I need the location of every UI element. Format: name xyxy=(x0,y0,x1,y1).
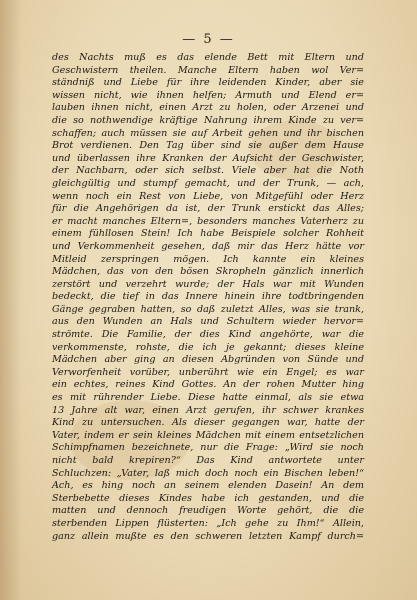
text-line: ein echtes, reines Kind Gottes. An der rohen Mutter hing xyxy=(52,379,364,391)
text-line: Mädchen, das von den bösen Skropheln gänzlich innerlich xyxy=(52,266,364,278)
text-line: Ach, es hing noch an seinem elenden Dasein! An dem xyxy=(52,480,364,492)
text-line: er macht manches Eltern=, besonders manches Vaterherz zu xyxy=(52,215,364,227)
text-line: und Verkommenheit gesehen, daß mir das Herz hätte vor xyxy=(52,240,364,252)
text-line: lauben ihnen nicht, einen Arzt zu holen, oder Arzenei und xyxy=(52,102,364,114)
text-line: ständniß und Liebe für ihre leidenden Kinder, aber sie xyxy=(52,77,364,89)
text-line: aus den Wunden an Hals und Schultern wieder hervor= xyxy=(52,316,364,328)
text-line: Verworfenheit vorüber, unberührt wie ein Engel; es war xyxy=(52,366,364,378)
text-line: es mit rührender Liebe. Diese hatte einmal, als sie etwa xyxy=(52,392,364,404)
text-line: bedeckt, die tief in das Innere hinein ihre todtbringenden xyxy=(52,291,364,303)
body-text xyxy=(52,52,364,543)
text-line: sterbenden Lippen flüsterten: „Ich gehe zu Ihm!“ Allein, xyxy=(52,517,364,529)
text-line: Mitleid zerspringen mögen. Ich kannte ein kleines xyxy=(52,253,364,265)
text-line: einem fühllosen Stein! Ich habe Beispiele solcher Rohheit xyxy=(52,228,364,240)
text-line: des Nachts muß es das elende Bett mit Eltern und xyxy=(52,52,364,63)
text-line: wenn noch ein Rest von Liebe, von Mitgefühl oder Herz xyxy=(52,190,364,202)
text-line: Sterbebette dieses Kindes habe ich gestanden, und die xyxy=(52,492,364,504)
text-line: Schluchzen: „Vater, laß mich doch noch ein Bischen leben!“ xyxy=(52,467,364,479)
text-line: Geschwistern theilen. Manche Eltern haben wol Ver= xyxy=(52,64,364,76)
text-line: Gänge gegraben hatten, so daß zuletzt Alles, was sie trank, xyxy=(52,303,364,315)
text-line: zerstört und verzehrt wurde; der Hals war mit Wunden xyxy=(52,278,364,290)
text-line: Schimpfnamen bezeichnete, nur die Frage: „Wird sie noch xyxy=(52,442,364,454)
text-line: schaffen; auch müssen sie auf Arbeit gehen und ihr bischen xyxy=(52,127,364,139)
text-line: gleichgültig und stumpf gemacht, und der Trunk, — ach, xyxy=(52,177,364,189)
text-line: verkommenste, rohste, die ich je gekannt; dieses kleine xyxy=(52,341,364,353)
text-line: Vater, indem er sein kleines Mädchen mit einem entsetzlichen xyxy=(52,429,364,441)
text-line: matten und dennoch freudigen Worte gehört, die die xyxy=(52,505,364,517)
text-line: Mädchen aber ging an diesen Abgründen von Sünde und xyxy=(52,354,364,366)
text-line: Brot verdienen. Den Tag über sind sie außer dem Hause xyxy=(52,140,364,152)
text-line: strömte. Die Familie, der dies Kind angehörte, war die xyxy=(52,329,364,341)
text-line: für die Angehörigen da ist, der Trunk erstickt das Alles; xyxy=(52,203,364,215)
text-line: die so nothwendige kräftige Nahrung ihrem Kinde zu ver= xyxy=(52,114,364,126)
text-line: nicht bald krepiren?“ Das Kind antwortete unter xyxy=(52,455,364,466)
text-line: wissen nicht, wie ihnen helfen; Armuth und Elend er= xyxy=(52,89,364,101)
text-line: der Nachbarn, oder sich selbst. Viele aber hat die Noth xyxy=(52,165,364,177)
text-line: ganz allein mußte es den schweren letzten Kampf durch= xyxy=(52,530,364,542)
page-number: — 5 — xyxy=(182,32,235,47)
text-line: 13 Jahre alt war, einen Arzt gerufen, ihr schwer krankes xyxy=(52,404,364,416)
text-line: und überlassen ihre Kranken der Aufsicht der Geschwister, xyxy=(52,152,364,164)
text-line: Kind zu untersuchen. Als dieser gegangen war, hatte der xyxy=(52,417,364,429)
